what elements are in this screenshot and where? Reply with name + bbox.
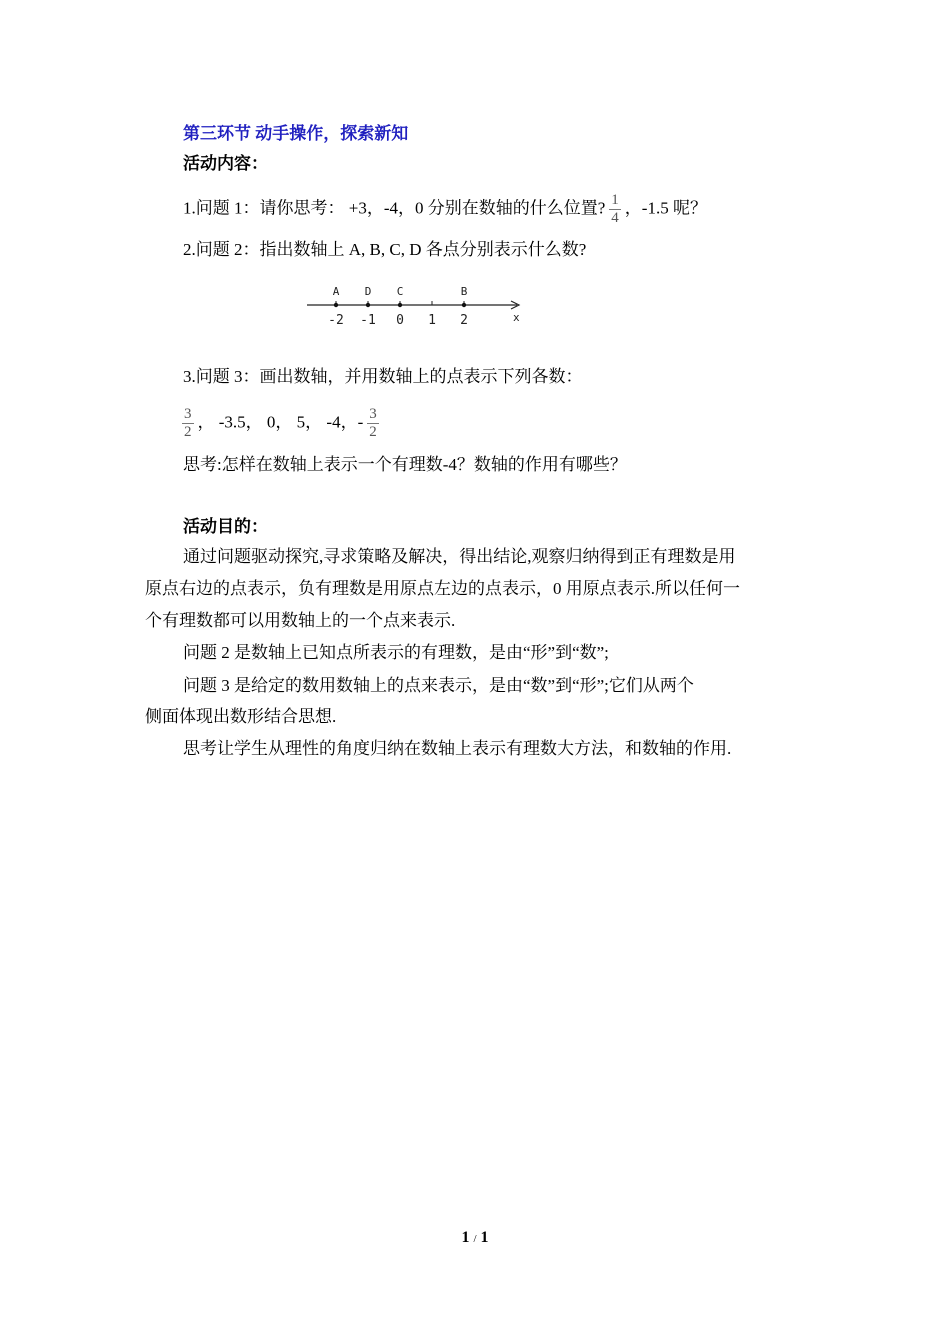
axis-label: x [513, 311, 520, 324]
activity-goal-heading: 活动目的： [183, 517, 268, 536]
fraction-denominator: 2 [184, 424, 192, 440]
tick-label: 2 [460, 313, 468, 328]
question-1-suffix: ，-1.5 呢？ [624, 198, 707, 218]
tick-label: -1 [360, 313, 376, 328]
tick-label: -2 [328, 313, 344, 328]
goal-line: 侧面体现出数形结合思想. [145, 707, 337, 726]
question-3: 3.问题 3：画出数轴，并用数轴上的点表示下列各数： [183, 367, 583, 386]
fraction-three-halves [367, 406, 379, 441]
number-line-figure [305, 278, 525, 328]
fraction-numerator: 3 [184, 406, 192, 422]
tick-label: 1 [428, 313, 436, 328]
point-dot [398, 303, 402, 307]
goal-line: 思考让学生从理性的角度归纳在数轴上表示有理数大方法，和数轴的作用. [183, 739, 732, 758]
fraction-numerator: 3 [369, 406, 377, 422]
page-footer [0, 1229, 950, 1247]
goal-line: 个有理数都可以用数轴上的一个点来表示. [145, 611, 456, 630]
point-label: B [460, 285, 468, 298]
tick-label: 0 [396, 313, 404, 328]
page-separator: / [473, 1233, 477, 1245]
point-label: A [332, 285, 340, 298]
question-3-values [178, 406, 383, 441]
question-1 [183, 192, 707, 227]
point-label: C [396, 285, 404, 298]
question-1-text: 1.问题 1：请你思考： +3，-4，0 分别在数轴的什么位置? [183, 198, 606, 218]
fraction-numerator: 1 [611, 192, 619, 208]
goal-line: 原点右边的点表示，负有理数是用原点左边的点表示，0 用原点表示.所以任何一 [145, 579, 740, 598]
activity-content-heading: 活动内容： [183, 154, 268, 173]
page-total: 1 [480, 1229, 489, 1246]
goal-line: 通过问题驱动探究,寻求策略及解决，得出结论,观察归纳得到正有理数是用 [183, 547, 736, 566]
section-title: 第三环节 动手操作，探索新知 [183, 124, 409, 143]
goal-line: 问题 3 是给定的数用数轴上的点来表示，是由“数”到“形”;它们从两个 [183, 676, 694, 695]
question-2: 2.问题 2：指出数轴上 A, B, C, D 各点分别表示什么数? [183, 240, 587, 259]
fraction-three-halves [182, 406, 194, 441]
point-dot [334, 303, 338, 307]
fraction-denominator: 4 [611, 210, 619, 226]
think-question: 思考:怎样在数轴上表示一个有理数-4？数轴的作用有哪些？ [183, 455, 627, 474]
fraction-one-quarter [609, 192, 621, 227]
point-dot [462, 303, 466, 307]
point-label: D [364, 285, 372, 298]
fraction-denominator: 2 [369, 424, 377, 440]
question-3-values-text: ， -3.5， 0， 5， -4，- [197, 412, 364, 432]
point-dot [366, 303, 370, 307]
page-number: 1 [461, 1229, 470, 1246]
goal-line: 问题 2 是数轴上已知点所表示的有理数，是由“形”到“数”; [183, 643, 609, 662]
